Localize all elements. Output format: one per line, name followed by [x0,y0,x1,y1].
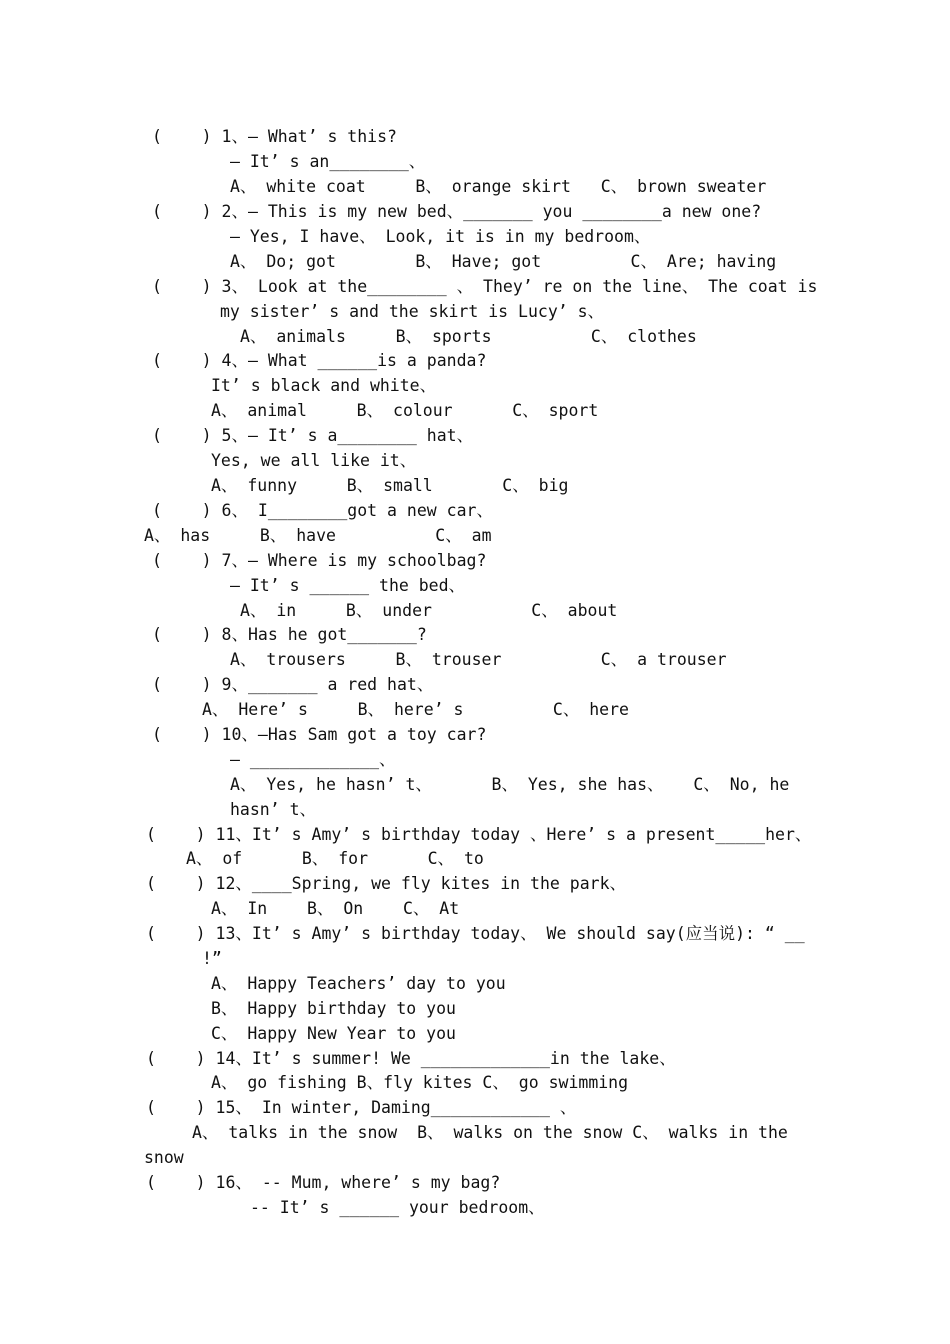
question-13-option-b: B、 Happy birthday to you [211,999,456,1018]
question-16-response: -- It’ s ______ your bedroom、 [250,1198,545,1217]
question-11-line: ( ) 11、It’ s Amy’ s birthday today 、Here’ s a present_____her、 [146,825,812,844]
question-10-line: ( ) 10、—Has Sam got a toy car? [152,725,487,744]
question-10-response: — _____________、 [230,750,396,769]
question-3-continuation: my sister’ s and the skirt is Lucy’ s、 [220,302,605,321]
question-4-response: It’ s black and white、 [211,376,437,395]
question-15-options-continued: snow [144,1148,184,1167]
question-9-options: A、 Here’ s B、 here’ s C、 here [202,700,629,719]
question-5-options: A、 funny B、 small C、 big [211,476,569,495]
question-3-options: A、 animals B、 sports C、 clothes [240,327,697,346]
question-7-line: ( ) 7、— Where is my schoolbag? [152,551,487,570]
question-14-line: ( ) 14、It’ s summer! We _____________in the lake、 [146,1049,676,1068]
question-2-response: — Yes, I have、 Look, it is in my bedroom、 [230,227,651,246]
question-5-line: ( ) 5、— It’ s a________ hat、 [152,426,474,445]
question-11-options: A、 of B、 for C、 to [186,849,484,868]
question-4-line: ( ) 4、— What ______is a panda? [152,351,487,370]
question-2-line: ( ) 2、— This is my new bed、_______ you ________a new one? [152,202,762,221]
question-6-line: ( ) 6、 I________got a new car、 [152,501,493,520]
question-7-response: — It’ s ______ the bed、 [230,576,466,595]
question-1-options: A、 white coat B、 orange skirt C、 brown sweater [230,177,767,196]
question-9-line: ( ) 9、_______ a red hat、 [152,675,434,694]
question-7-options: A、 in B、 under C、 about [240,601,618,620]
question-3-line: ( ) 3、 Look at the________ 、 They’ re on the line、 The coat is [152,277,818,296]
question-13-option-c: C、 Happy New Year to you [211,1024,456,1043]
question-10-options-continued: hasn’ t、 [230,800,317,819]
question-13-continuation: !” [202,949,222,968]
question-14-options: A、 go fishing B、fly kites C、 go swimming [211,1073,629,1092]
question-8-options: A、 trousers B、 trouser C、 a trouser [230,650,727,669]
question-2-options: A、 Do; got B、 Have; got C、 Are; having [230,252,777,271]
question-13-line: ( ) 13、It’ s Amy’ s birthday today、 We should say(应当说): “ __ [146,924,805,943]
question-6-options: A、 has B、 have C、 am [144,526,492,545]
question-16-line: ( ) 16、 -- Mum, where’ s my bag? [146,1173,501,1192]
question-10-options: A、 Yes, he hasn’ t、 B、 Yes, she has、 C、 No, he [230,775,790,794]
question-13-option-a: A、 Happy Teachers’ day to you [211,974,506,993]
question-4-options: A、 animal B、 colour C、 sport [211,401,599,420]
question-1-line: ( ) 1、— What’ s this? [152,127,397,146]
question-12-options: A、 In B、 On C、 At [211,899,460,918]
question-8-line: ( ) 8、Has he got_______? [152,625,427,644]
question-1-response: — It’ s an________、 [230,152,426,171]
question-15-line: ( ) 15、 In winter, Daming____________ 、 [146,1098,577,1117]
question-15-options: A、 talks in the snow B、 walks on the snow C、 walks in the [192,1123,788,1142]
question-12-line: ( ) 12、____Spring, we fly kites in the park、 [146,874,627,893]
question-5-response: Yes, we all like it、 [211,451,417,470]
